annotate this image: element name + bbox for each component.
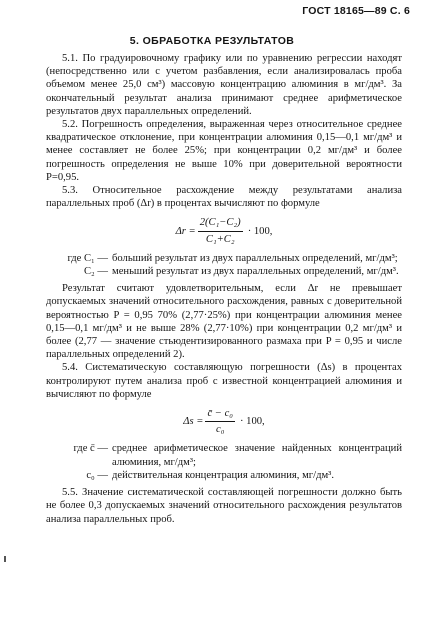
paragraph-result: Результат считают удовлетворительным, если Δr не превышает допускаемых значений относительного расхождения, равных с доверительной вероятностью P = 0,95 70% (2,77·25%) при концентрации алюминия менее 0,15—0,1 мг/дм³ и не выше 28% (2,77·10%) при концентрации 0,2 мг/дм³ и более (2,77 — значение стьюдентизированного размаха при P = 0,95 и числе параллельных определений 2). — [46, 283, 402, 361]
definition-text: меньший результат из двух параллельных определений, мг/дм³. — [112, 266, 399, 278]
document-body — [46, 52, 402, 526]
paragraph-5-4: 5.4. Систематическую составляющую погрешности (Δs) в процентах контролируют путем анализа проб с известной концентрацией алюминия и вычисляют по формуле — [46, 362, 402, 400]
formula-2-tail: · 100, — [239, 416, 265, 428]
definition-row — [46, 469, 402, 482]
formula-1-lhs: Δr = — [175, 225, 196, 237]
paragraph-5-3: 5.3. Относительное расхождение между результатами анализа параллельных проб (Δr) в процентах вычисляют по формуле — [46, 185, 402, 210]
paragraph-5-2: 5.2. Погрешность определения, выраженная через относительное среднее квадратическое отклонение, при концентрации алюминия 0,15—0,1 мг/дм³ и менее составляет не более 25%; при концентрации 0,2 мг/дм³ и более погрешность определения не выше 10% при доверительной вероятности P=0,95. — [46, 119, 402, 183]
definition-text: действительная концентрация алюминия, мг/дм³. — [112, 469, 334, 481]
formula-relative-discrepancy — [46, 216, 402, 245]
definition-text: больший результат из двух параллельных определений, мг/дм³; — [112, 252, 398, 264]
formula-2-numerator: c̄ − c₀ — [205, 407, 235, 422]
definition-symbol: C₂ — — [83, 266, 108, 278]
formula-1-denominator: C₁+C₂ — [205, 233, 235, 245]
definition-symbol: где C₁ — — [67, 252, 108, 264]
formula-2-denominator: c₀ — [216, 424, 225, 436]
paragraph-5-5: 5.5. Значение систематической составляющей погрешности должно быть не более 0,3 допускаемых значений относительного расхождения результатов анализа параллельных проб. — [46, 487, 402, 525]
paragraph-5-1: 5.1. По градуировочному графику или по уравнению регрессии находят (непосредственно или с учетом разбавления, если анализировалась проба объемом менее 25,0 см³) массовую концентрацию алюминия в мг/дм³. За окончательный результат анализа принимают среднее арифметическое результатов двух параллельных определений. — [46, 53, 402, 117]
definition-symbol: где c̄ — — [73, 443, 108, 455]
formula-1-fraction — [198, 216, 243, 245]
definition-row — [46, 442, 402, 468]
formula-1-tail: · 100, — [247, 225, 273, 237]
definition-symbol: c₀ — — [86, 469, 108, 481]
section-title: 5. ОБРАБОТКА РЕЗУЛЬТАТОВ — [129, 35, 295, 47]
formula-1-numerator: 2(C₁−C₂) — [198, 216, 243, 231]
formula-1-definitions — [46, 252, 402, 278]
definition-row — [46, 265, 402, 278]
formula-2-definitions — [46, 442, 402, 482]
scan-mark — [4, 556, 6, 562]
definition-row — [46, 252, 402, 265]
standard-header: ГОСТ 18165—89 С. 6 — [302, 5, 410, 17]
formula-2-lhs: Δs = — [183, 416, 204, 428]
definition-text: среднее арифметическое значение найденных концентраций алюминия, мг/дм³; — [112, 443, 402, 468]
formula-2-fraction — [205, 407, 235, 436]
formula-systematic-error — [46, 407, 402, 436]
